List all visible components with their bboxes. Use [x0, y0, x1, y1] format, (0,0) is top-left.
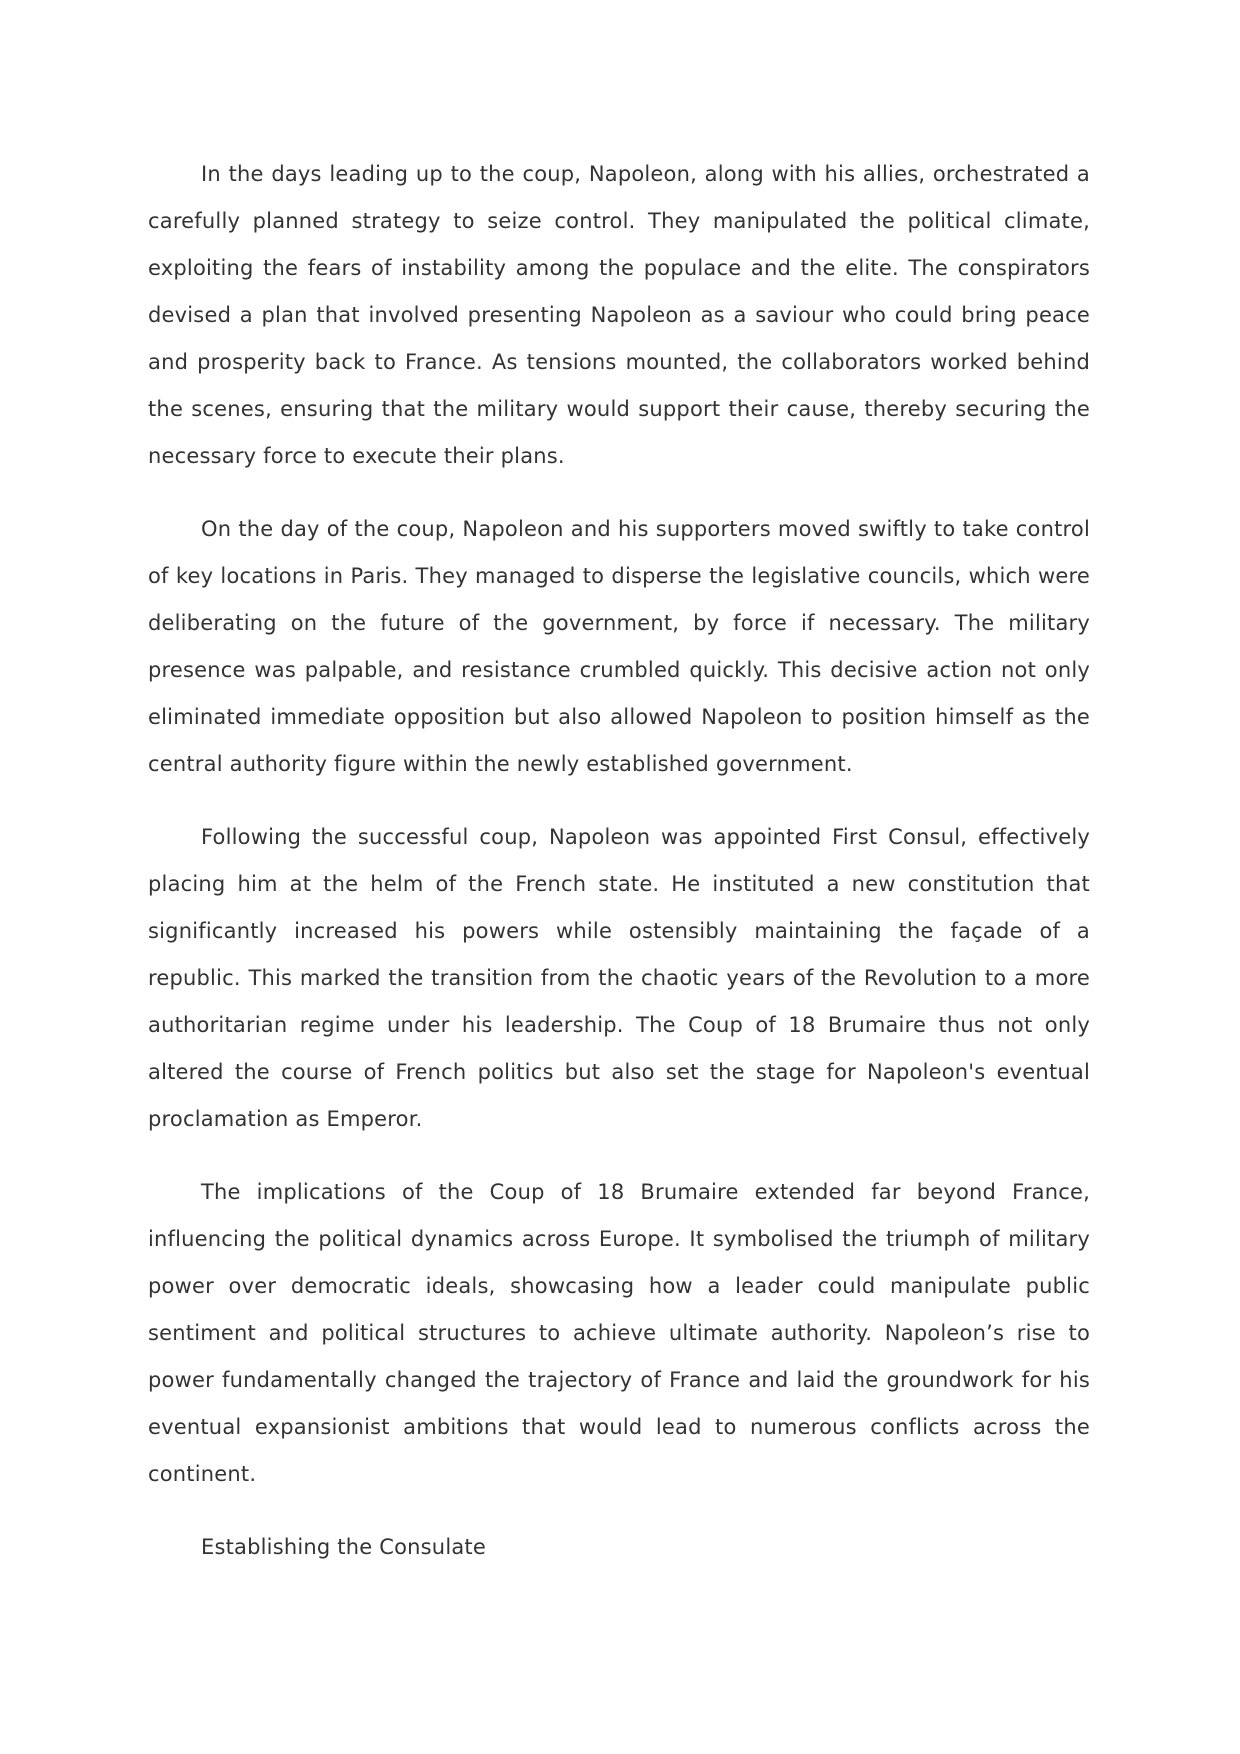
document-body: [148, 151, 1090, 1571]
section-heading: Establishing the Consulate: [201, 1535, 486, 1559]
paragraph-coup-preparation: In the days leading up to the coup, Napoleon, along with his allies, orchestrated a carefully planned strategy to seize control. They manipulated the political climate, exploiting the fears of instability among the populace and the elite. The conspirators devised a plan that involved presenting Napoleon as a saviour who could bring peace and prosperity back to France. As tensions mounted, the collaborators worked behind the scenes, ensuring that the military would support their cause, thereby securing the necessary force to execute their plans.: [148, 162, 1090, 468]
paragraph-first-consul: Following the successful coup, Napoleon was appointed First Consul, effectively placing him at the helm of the French state. He instituted a new constitution that significantly increased his powers while ostensibly maintaining the façade of a republic. This marked the transition from the chaotic years of the Revolution to a more authoritarian regime under his leadership. The Coup of 18 Brumaire thus not only altered the course of French politics but also set the stage for Napoleon's eventual proclamation as Emperor.: [148, 825, 1090, 1131]
paragraph-implications: The implications of the Coup of 18 Brumaire extended far beyond France, influencing the political dynamics across Europe. It symbolised the triumph of military power over democratic ideals, showcasing how a leader could manipulate public sentiment and political structures to achieve ultimate authority. Napoleon’s rise to power fundamentally changed the trajectory of France and laid the groundwork for his eventual expansionist ambitions that would lead to numerous conflicts across the continent.: [148, 1180, 1090, 1486]
paragraph-coup-day: On the day of the coup, Napoleon and his supporters moved swiftly to take control of key locations in Paris. They managed to disperse the legislative councils, which were deliberating on the future of the government, by force if necessary. The military presence was palpable, and resistance crumbled quickly. This decisive action not only eliminated immediate opposition but also allowed Napoleon to position himself as the central authority figure within the newly established government.: [148, 517, 1090, 776]
